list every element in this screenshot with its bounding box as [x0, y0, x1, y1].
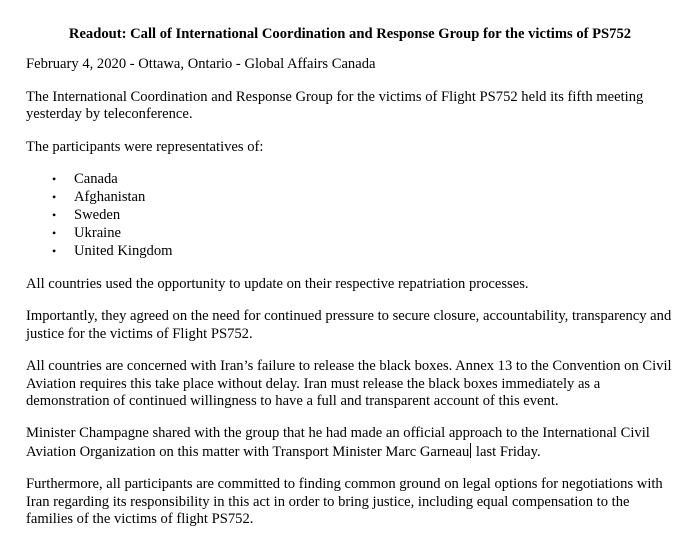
bullet-icon: • [52, 190, 57, 205]
participants-list [26, 170, 674, 260]
document-title: Readout: Call of International Coordination and Response Group for the victims of PS752 [68, 26, 632, 42]
bullet-icon: • [52, 244, 57, 259]
paragraph-legal-options: Furthermore, all participants are committed to finding common ground on legal options for negotiations with Iran regarding its responsibility in this act in order to bring justice, including equal compensation to the families of the victims of flight PS752. [26, 476, 663, 528]
list-item [26, 170, 674, 188]
participants-intro: The participants were representatives of: [26, 138, 264, 155]
paragraph-repatriation: All countries used the opportunity to update on their respective repatriation processes. [26, 276, 529, 293]
participant-name: Sweden [74, 207, 121, 224]
participant-name: Ukraine [74, 225, 122, 242]
paragraph-text-before-cursor: Minister Champagne shared with the group that he had made an official approach to the International Civil Aviation Organization on this matter with Transport Minister Marc Garneau [26, 425, 650, 460]
list-item [26, 242, 674, 260]
bullet-icon: • [52, 226, 57, 241]
paragraph-text-after-cursor: last Friday. [472, 443, 541, 460]
paragraph-black-boxes: All countries are concerned with Iran’s failure to release the black boxes. Annex 13 to the Convention on Civil Aviation requires this take place without delay. Iran must release the black boxes immediately as a demonstration of continued willingness to have a full and transparent account of this event. [26, 358, 672, 410]
bullet-icon: • [52, 208, 57, 223]
paragraph-icao-approach[interactable] [26, 425, 674, 461]
list-item [26, 206, 674, 224]
dateline: February 4, 2020 - Ottawa, Ontario - Global Affairs Canada [26, 56, 376, 73]
participant-name: Canada [74, 171, 118, 188]
paragraph-pressure: Importantly, they agreed on the need for continued pressure to secure closure, accountability, transparency and justice for the victims of Flight PS752. [26, 308, 672, 342]
list-item [26, 224, 674, 242]
paragraph-intro: The International Coordination and Response Group for the victims of Flight PS752 held its fifth meeting yesterday by teleconference. [26, 88, 644, 123]
list-item [26, 188, 674, 206]
participant-name: Afghanistan [74, 189, 146, 206]
bullet-icon: • [52, 172, 57, 187]
participant-name: United Kingdom [74, 243, 173, 260]
